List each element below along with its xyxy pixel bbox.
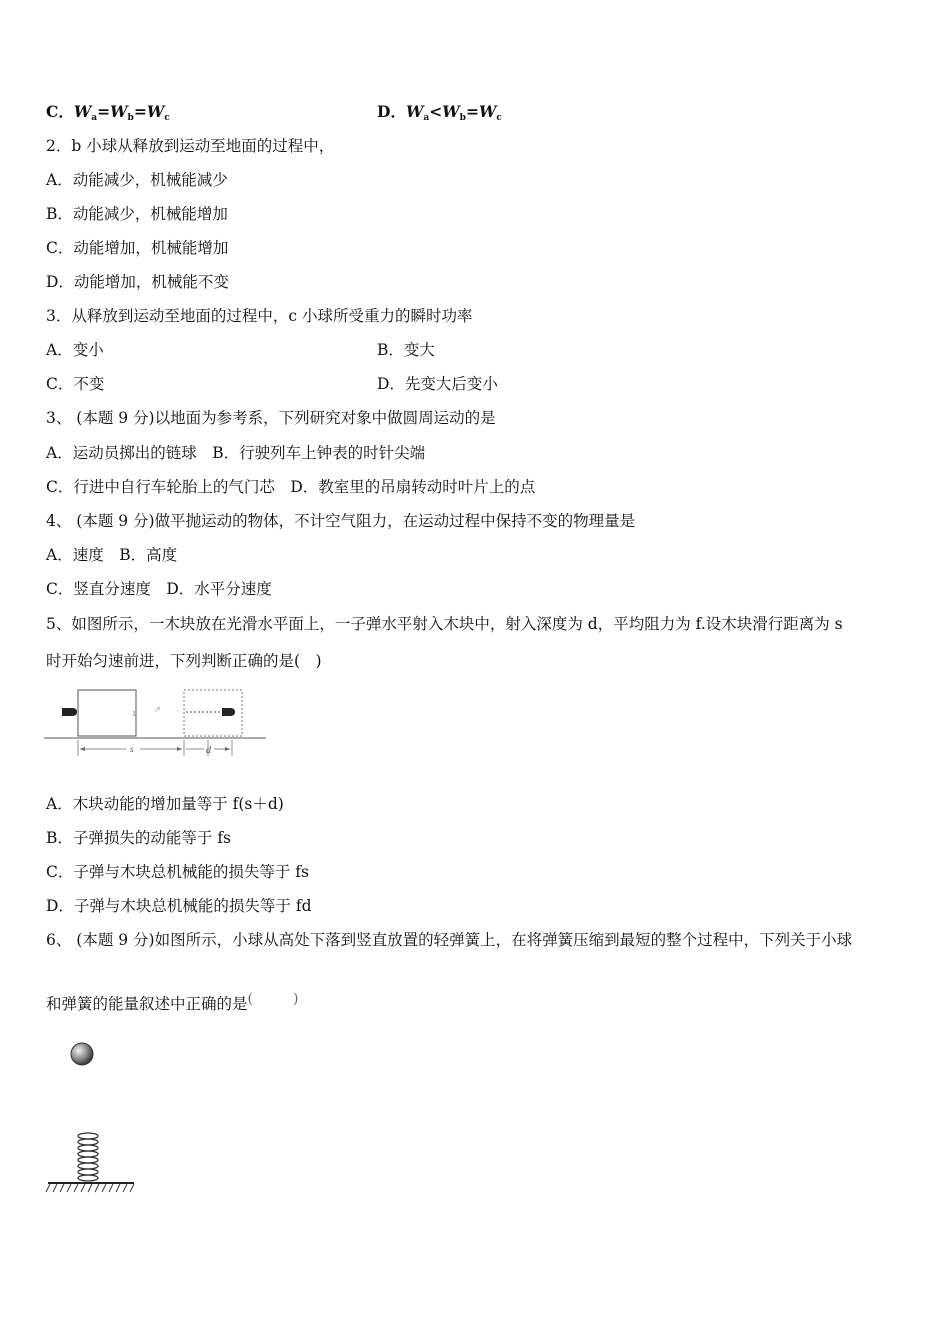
q6-answer-paren: ( ) [247,991,303,1007]
bullet-icon [62,708,77,716]
q5-stem-line1: 5、如图所示，一木块放在光滑水平面上，一子弹水平射入木块中，射入深度为 d，平均阻力为 f.设木块滑行距离为 s [46,615,843,633]
ball-spring-figure [44,1036,140,1198]
svg-text:1: 1 [132,709,136,718]
q3-options-row2: C．行进中自行车轮胎上的气门芯 D．教室里的吊扇转动时叶片上的点 [46,478,536,496]
q1-option-d: D．$W_a<W_b=W_c$ [377,102,502,123]
spring-icon [78,1133,98,1181]
q6-stem-line1: 6、 (本题 9 分)如图所示，小球从高处下落到竖直放置的轻弹簧上，在将弹簧压缩到最短的整个过程中，下列关于小球 [46,931,853,949]
q1-3-option-b: B．变大 [377,341,435,359]
figure-label-s: s [130,744,134,754]
q1-3-stem: 3．从释放到运动至地面的过程中，c 小球所受重力的瞬时功率 [46,307,473,325]
q1-2-option-d: D．动能增加，机械能不变 [46,273,229,291]
q4-options-row1: A．速度 B．高度 [46,546,178,564]
q1-3-option-d: D．先变大后变小 [377,375,498,393]
q1-3-option-c: C．不变 [46,375,105,393]
block-start [78,690,136,736]
bullet-block-figure [44,686,268,760]
q3-options-row1: A．运动员掷出的链球 B．行驶列车上钟表的时针尖端 [46,444,426,462]
q4-options-row2: C．竖直分速度 D．水平分速度 [46,580,272,598]
q1-2-option-b: B．动能减少，机械能增加 [46,205,228,223]
svg-text:·: · [176,707,179,716]
q1-option-c: C．$W_a=W_b=W_c$ [46,102,170,123]
q6-stem-line2: 和弹簧的能量叙述中正确的是( ) [46,991,303,1013]
embedded-bullet-icon [222,708,235,716]
q4-stem: 4、 (本题 9 分)做平抛运动的物体，不计空气阻力，在运动过程中保持不变的物理量是 [46,512,636,530]
q1-2-option-c: C．动能增加，机械能增加 [46,239,229,257]
floor-hatch [46,1184,134,1192]
svg-text:↗: ↗ [154,705,161,714]
q5-option-b: B．子弹损失的动能等于 fs [46,829,232,847]
q5-option-c: C．子弹与木块总机械能的损失等于 fs [46,863,309,881]
figure-label-d: d [206,745,211,756]
q5-stem-line2: 时开始匀速前进，下列判断正确的是( ) [46,652,322,670]
q5-option-a: A．木块动能的增加量等于 f(s＋d) [46,795,284,813]
q1-3-option-a: A．变小 [46,341,104,359]
ball-icon [71,1043,93,1065]
q1-2-stem: 2．b 小球从释放到运动至地面的过程中， [46,137,335,155]
q1-2-option-a: A．动能减少，机械能减少 [46,171,228,189]
q5-option-d: D．子弹与木块总机械能的损失等于 fd [46,897,312,915]
q3-stem: 3、 (本题 9 分)以地面为参考系，下列研究对象中做圆周运动的是 [46,409,496,427]
